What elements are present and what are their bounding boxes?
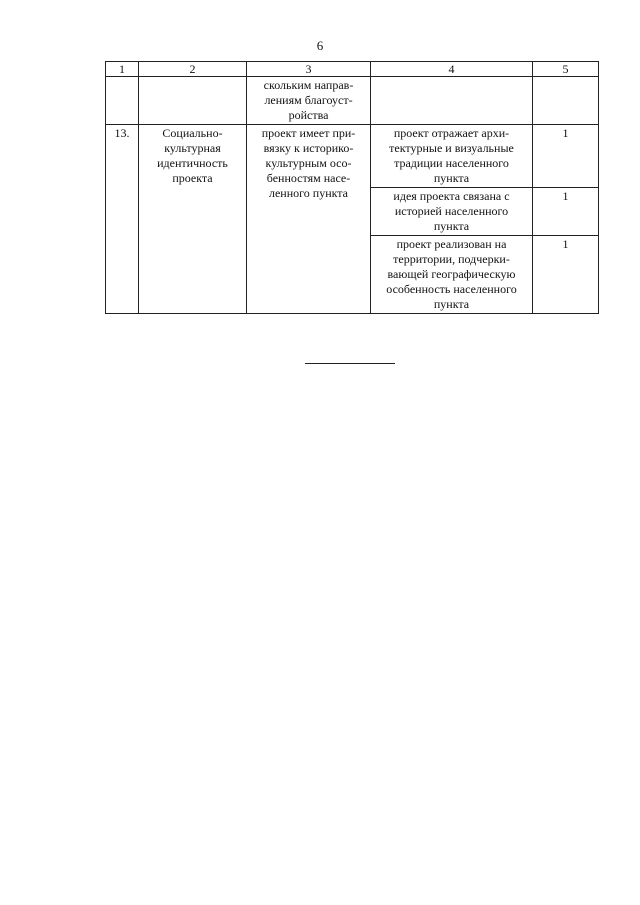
indicator-line: культурным осо- — [265, 156, 352, 170]
score-3: 1 — [533, 236, 599, 314]
criterion-line: Социально- — [162, 126, 223, 140]
end-rule — [305, 363, 395, 364]
row-number: 13. — [106, 125, 139, 314]
sub-line: традиции населенного — [394, 156, 509, 170]
sub-line: идея проекта связана с — [393, 189, 510, 203]
sub-line: территории, подчерки- — [393, 252, 510, 266]
indicator-line: вязку к историко- — [263, 141, 354, 155]
sub-line: историей населенного — [394, 204, 509, 218]
header-row — [106, 62, 599, 77]
indicator-cell — [247, 125, 371, 314]
score-1: 1 — [533, 125, 599, 188]
page-number: 6 — [316, 38, 324, 53]
header-col-1: 1 — [106, 62, 139, 77]
sub-line: пункта — [433, 171, 470, 185]
cont-cell-4 — [371, 77, 533, 125]
header-col-5: 5 — [533, 62, 599, 77]
sub-line: тектурные и визуальные — [389, 141, 514, 155]
header-col-4: 4 — [371, 62, 533, 77]
indicator-line: ленного пункта — [268, 186, 348, 200]
cont-line: лениям благоуст- — [264, 93, 353, 107]
header-col-2: 2 — [139, 62, 247, 77]
criteria-table — [105, 61, 599, 314]
sub-line: вающей географическую — [387, 267, 516, 281]
cont-cell-2 — [139, 77, 247, 125]
criterion-line: идентичность — [157, 156, 228, 170]
indicator-line: бенностям насе- — [266, 171, 351, 185]
cont-cell-3 — [247, 77, 371, 125]
sub-criterion-2 — [371, 188, 533, 236]
criterion-line: культурная — [164, 141, 221, 155]
criterion-line: проекта — [172, 171, 213, 185]
header-col-3: 3 — [247, 62, 371, 77]
table-row — [106, 125, 599, 188]
sub-line: проект отражает архи- — [393, 126, 510, 140]
sub-criterion-1 — [371, 125, 533, 188]
cont-line: скольким направ- — [263, 78, 354, 92]
cont-cell-5 — [533, 77, 599, 125]
sub-line: пункта — [433, 219, 470, 233]
continuation-row — [106, 77, 599, 125]
indicator-line: проект имеет при- — [261, 126, 356, 140]
sub-criterion-3 — [371, 236, 533, 314]
score-2: 1 — [533, 188, 599, 236]
cont-line: ройства — [288, 108, 329, 122]
sub-line: пункта — [433, 297, 470, 311]
criterion-cell — [139, 125, 247, 314]
sub-line: проект реализован на — [396, 237, 507, 251]
sub-line: особенность населенного — [386, 282, 517, 296]
cont-cell-1 — [106, 77, 139, 125]
